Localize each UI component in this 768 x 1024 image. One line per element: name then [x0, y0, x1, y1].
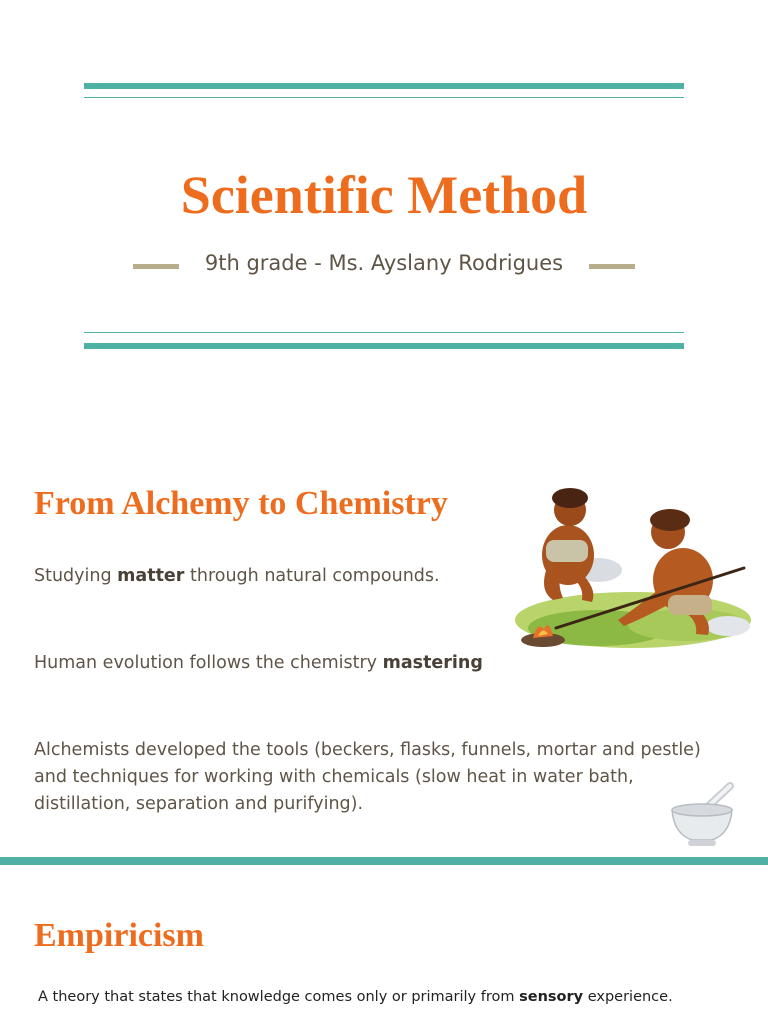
top-rule-thick — [84, 83, 684, 89]
top-rule-thin — [84, 97, 684, 98]
paragraph-matter: Studying matter through natural compounds. — [34, 566, 440, 586]
bottom-rule-thin — [84, 332, 684, 333]
slide-divider — [0, 857, 768, 865]
early-humans-illustration — [508, 470, 758, 660]
slide-title: Scientific Method — [180, 165, 588, 225]
subtitle-dash-right — [589, 264, 635, 269]
subtitle-dash-left — [133, 264, 179, 269]
slide-subtitle: 9th grade - Ms. Ayslany Rodrigues — [204, 251, 564, 275]
mortar-and-pestle-icon — [666, 780, 738, 850]
bold-matter: matter — [117, 566, 185, 586]
bold-mastering: mastering — [382, 653, 483, 673]
paragraph-alchemists: Alchemists developed the tools (beckers, flasks, funnels, mortar and pestle) and techniques for working with chemicals (slow heat in water bath, distillation, separation and purifying). — [34, 740, 701, 814]
section-title: From Alchemy to Chemistry — [34, 485, 448, 522]
bottom-rule-thick — [84, 343, 684, 349]
section-title-empiricism: Empiricism — [34, 917, 204, 954]
paragraph-empiricism: A theory that states that knowledge comes only or primarily from sensory experience. — [38, 989, 673, 1005]
paragraph-evolution: Human evolution follows the chemistry mastering — [34, 653, 483, 673]
bold-sensory: sensory — [519, 989, 584, 1005]
